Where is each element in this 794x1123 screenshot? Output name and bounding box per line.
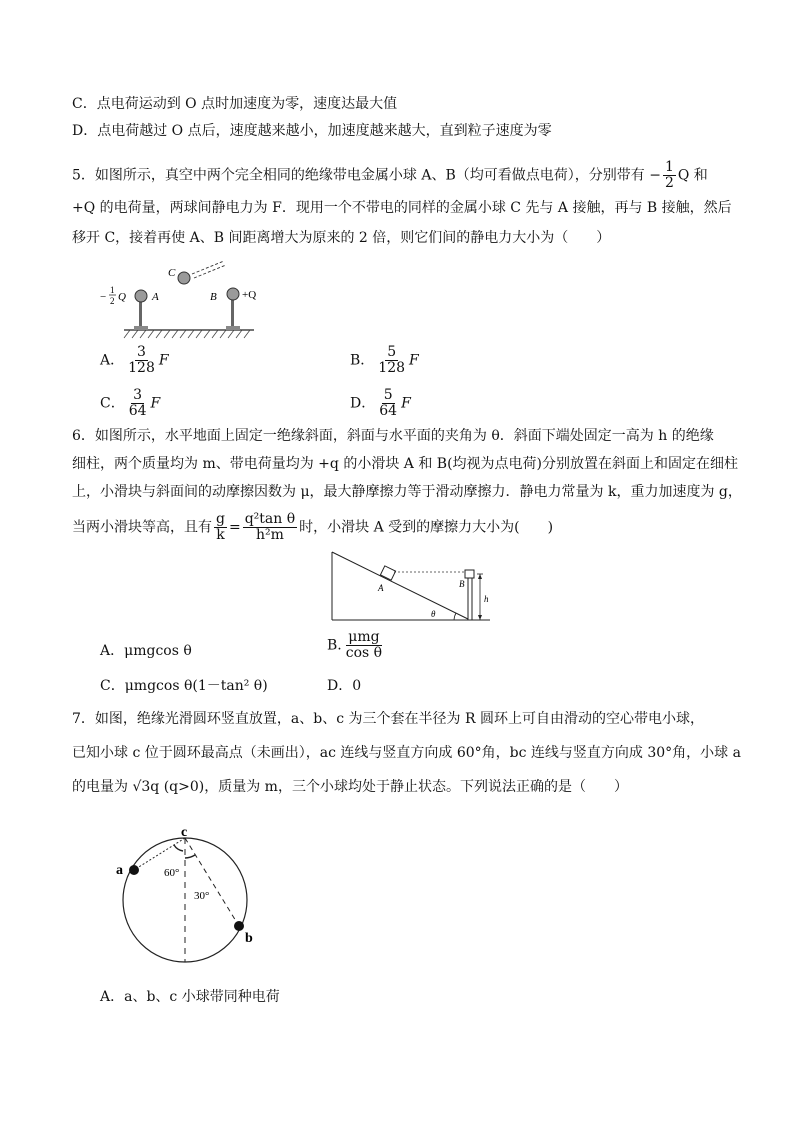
q5-charge-b: +Q <box>242 289 257 301</box>
q7-angle-30: 30° <box>194 890 210 902</box>
q5-stem-line1-text: 5．如图所示，真空中两个完全相同的绝缘带电金属小球 A、B（均可看做点电荷），分别带有 − <box>72 167 661 184</box>
q5-half-fraction <box>663 160 676 191</box>
q5-option-b-letter: B． <box>350 352 375 369</box>
q5-option-c-unit: F <box>150 395 161 412</box>
q6-stem-line4-text: 当两小滑块等高，且有 <box>72 519 212 536</box>
q6-block-a <box>380 566 395 580</box>
q5-option-a-unit: F <box>158 352 169 369</box>
q6-option-d: D．0 <box>327 678 362 694</box>
q5-option-a-num: 3 <box>137 344 146 360</box>
q7-line-ac <box>134 838 185 870</box>
q5-option-b-num: 5 <box>387 344 397 360</box>
q6-option-b-frac <box>344 630 384 661</box>
q5-figure <box>96 258 286 340</box>
q5-option-d <box>350 388 411 419</box>
q7-ball-a <box>129 865 139 875</box>
q6-stem-line2: 细柱，两个质量均为 m、带电荷量均为 +q 的小滑块 A 和 B(均视为点电荷)分别放置在斜面上和固定在细柱 <box>72 456 738 472</box>
q6-stem-line3: 上，小滑块与斜面间的动摩擦因数为 μ，最大静摩擦力等于滑动摩擦力．静电力常量为 k，重力加速度为 g， <box>72 484 742 500</box>
q7-arc-60 <box>174 845 183 851</box>
q6-stem-line4 <box>72 512 553 543</box>
q4-option-d: D．点电荷越过 O 点后，速度越来越小，加速度越来越大，直到粒子速度为零 <box>72 123 552 139</box>
q6-k: k <box>216 527 225 543</box>
q6-stem-line4-tail: 时，小滑块 A 受到的摩擦力大小为( ) <box>299 519 554 536</box>
q5-option-d-num: 5 <box>383 387 393 403</box>
q6-option-b-den: cos θ <box>345 645 383 661</box>
q5-ball-c <box>178 272 190 284</box>
q6-rhs-den: h²m <box>255 527 284 543</box>
q6-incline-surface <box>332 552 470 620</box>
q7-stem-line2: 已知小球 c 位于圆环最高点（未画出），ac 连线与竖直方向成 60°角，bc 连线与竖直方向成 30°角，小球 a <box>72 745 741 761</box>
q5-stand-b <box>231 300 234 329</box>
q5-charge-a-sign: − <box>100 291 107 303</box>
q7-ball-b <box>234 921 244 931</box>
q6-option-b-num: μmg <box>348 629 380 645</box>
q7-arc-30 <box>185 855 195 858</box>
q5-option-c-num: 3 <box>133 387 143 403</box>
q5-half-den: 2 <box>664 175 674 191</box>
q7-line-bc <box>185 838 239 926</box>
q5-stem-line2: +Q 的电荷量，两球间静电力为 F．现用一个不带电的同样的金属小球 C 先与 A 接触，再与 B 接触，然后 <box>72 200 732 216</box>
q5-ground-hatch <box>124 330 250 338</box>
q5-label-c: C <box>168 267 176 279</box>
q6-g: g <box>216 511 225 527</box>
q5-charge-a-num: 1 <box>110 285 115 295</box>
q6-figure <box>328 550 494 624</box>
q5-charge-a-den: 2 <box>110 296 115 306</box>
q6-option-a: A．μmgcos θ <box>100 643 192 659</box>
q6-option-b <box>327 630 386 661</box>
q5-option-c-frac <box>127 388 149 419</box>
q6-rhs-num: q²tan θ <box>244 511 296 527</box>
q7-ring <box>123 838 247 962</box>
q5-stem-line1-tail: Q 和 <box>677 167 708 184</box>
q5-option-c-den: 64 <box>128 403 147 419</box>
q5-stand-a <box>139 302 142 329</box>
q5-ball-a <box>135 290 147 302</box>
q5-label-b: B <box>210 291 217 303</box>
q7-label-c: c <box>181 825 188 840</box>
q5-half-num: 1 <box>664 159 674 175</box>
q7-option-a: A．a、b、c 小球带同种电荷 <box>100 989 280 1005</box>
q5-option-b <box>350 345 419 376</box>
q6-label-a: A <box>378 583 384 593</box>
q6-option-c: C．μmgcos θ(1－tan² θ) <box>100 678 268 694</box>
q5-option-d-letter: D． <box>350 395 376 412</box>
q5-option-c <box>100 388 160 419</box>
q5-option-d-den: 64 <box>379 403 398 419</box>
q6-block-b <box>465 570 474 578</box>
q5-label-a: A <box>152 291 159 303</box>
q5-option-d-frac <box>377 388 399 419</box>
q5-option-a-frac <box>126 345 157 376</box>
q5-option-d-unit: F <box>401 395 411 412</box>
q5-stem-line3: 移开 C，接着再使 A、B 间距离增大为原来的 2 倍，则它们间的静电力大小为（ ） <box>72 230 611 246</box>
q5-option-a-den: 128 <box>128 360 155 376</box>
q6-label-theta: θ <box>431 609 436 619</box>
q6-label-h: h <box>484 594 489 604</box>
q6-equals: = <box>228 519 241 536</box>
q5-option-a <box>100 345 169 376</box>
q7-label-b: b <box>245 931 253 946</box>
q7-stem-line1: 7．如图，绝缘光滑圆环竖直放置，a、b、c 为三个套在半径为 R 圆环上可自由滑动的空心带电小球， <box>72 711 704 727</box>
q5-option-b-frac <box>376 345 407 376</box>
q6-pillar <box>468 578 472 620</box>
q6-rhs-fraction <box>243 512 297 543</box>
q4-option-c: C．点电荷运动到 O 点时加速度为零，速度达最大值 <box>72 96 398 112</box>
q7-figure <box>110 822 270 966</box>
q5-option-a-letter: A． <box>100 352 125 369</box>
q6-label-b: B <box>459 579 465 589</box>
q7-label-a: a <box>116 863 123 878</box>
q7-angle-60: 60° <box>164 867 180 879</box>
q6-stem-line1: 6．如图所示，水平地面上固定一绝缘斜面，斜面与水平面的夹角为 θ．斜面下端处固定一高为 h 的绝缘 <box>72 428 714 444</box>
q5-charge-a-q: Q <box>118 291 126 303</box>
q6-g-over-k <box>214 512 227 543</box>
q5-stand-a-base <box>134 326 148 330</box>
q5-stem-line1 <box>72 160 708 191</box>
q5-option-b-unit: F <box>409 352 419 369</box>
q7-stem-line3: 的电量为 √3q (q>0)，质量为 m，三个小球均处于静止状态。下列说法正确的是（ ） <box>72 779 628 795</box>
q5-option-b-den: 128 <box>378 360 406 376</box>
q5-stand-b-base <box>226 326 240 330</box>
q6-angle-arc <box>454 613 456 620</box>
q5-option-c-letter: C． <box>100 395 125 412</box>
q6-option-b-letter: B. <box>327 637 342 654</box>
q5-ball-b <box>227 288 239 300</box>
